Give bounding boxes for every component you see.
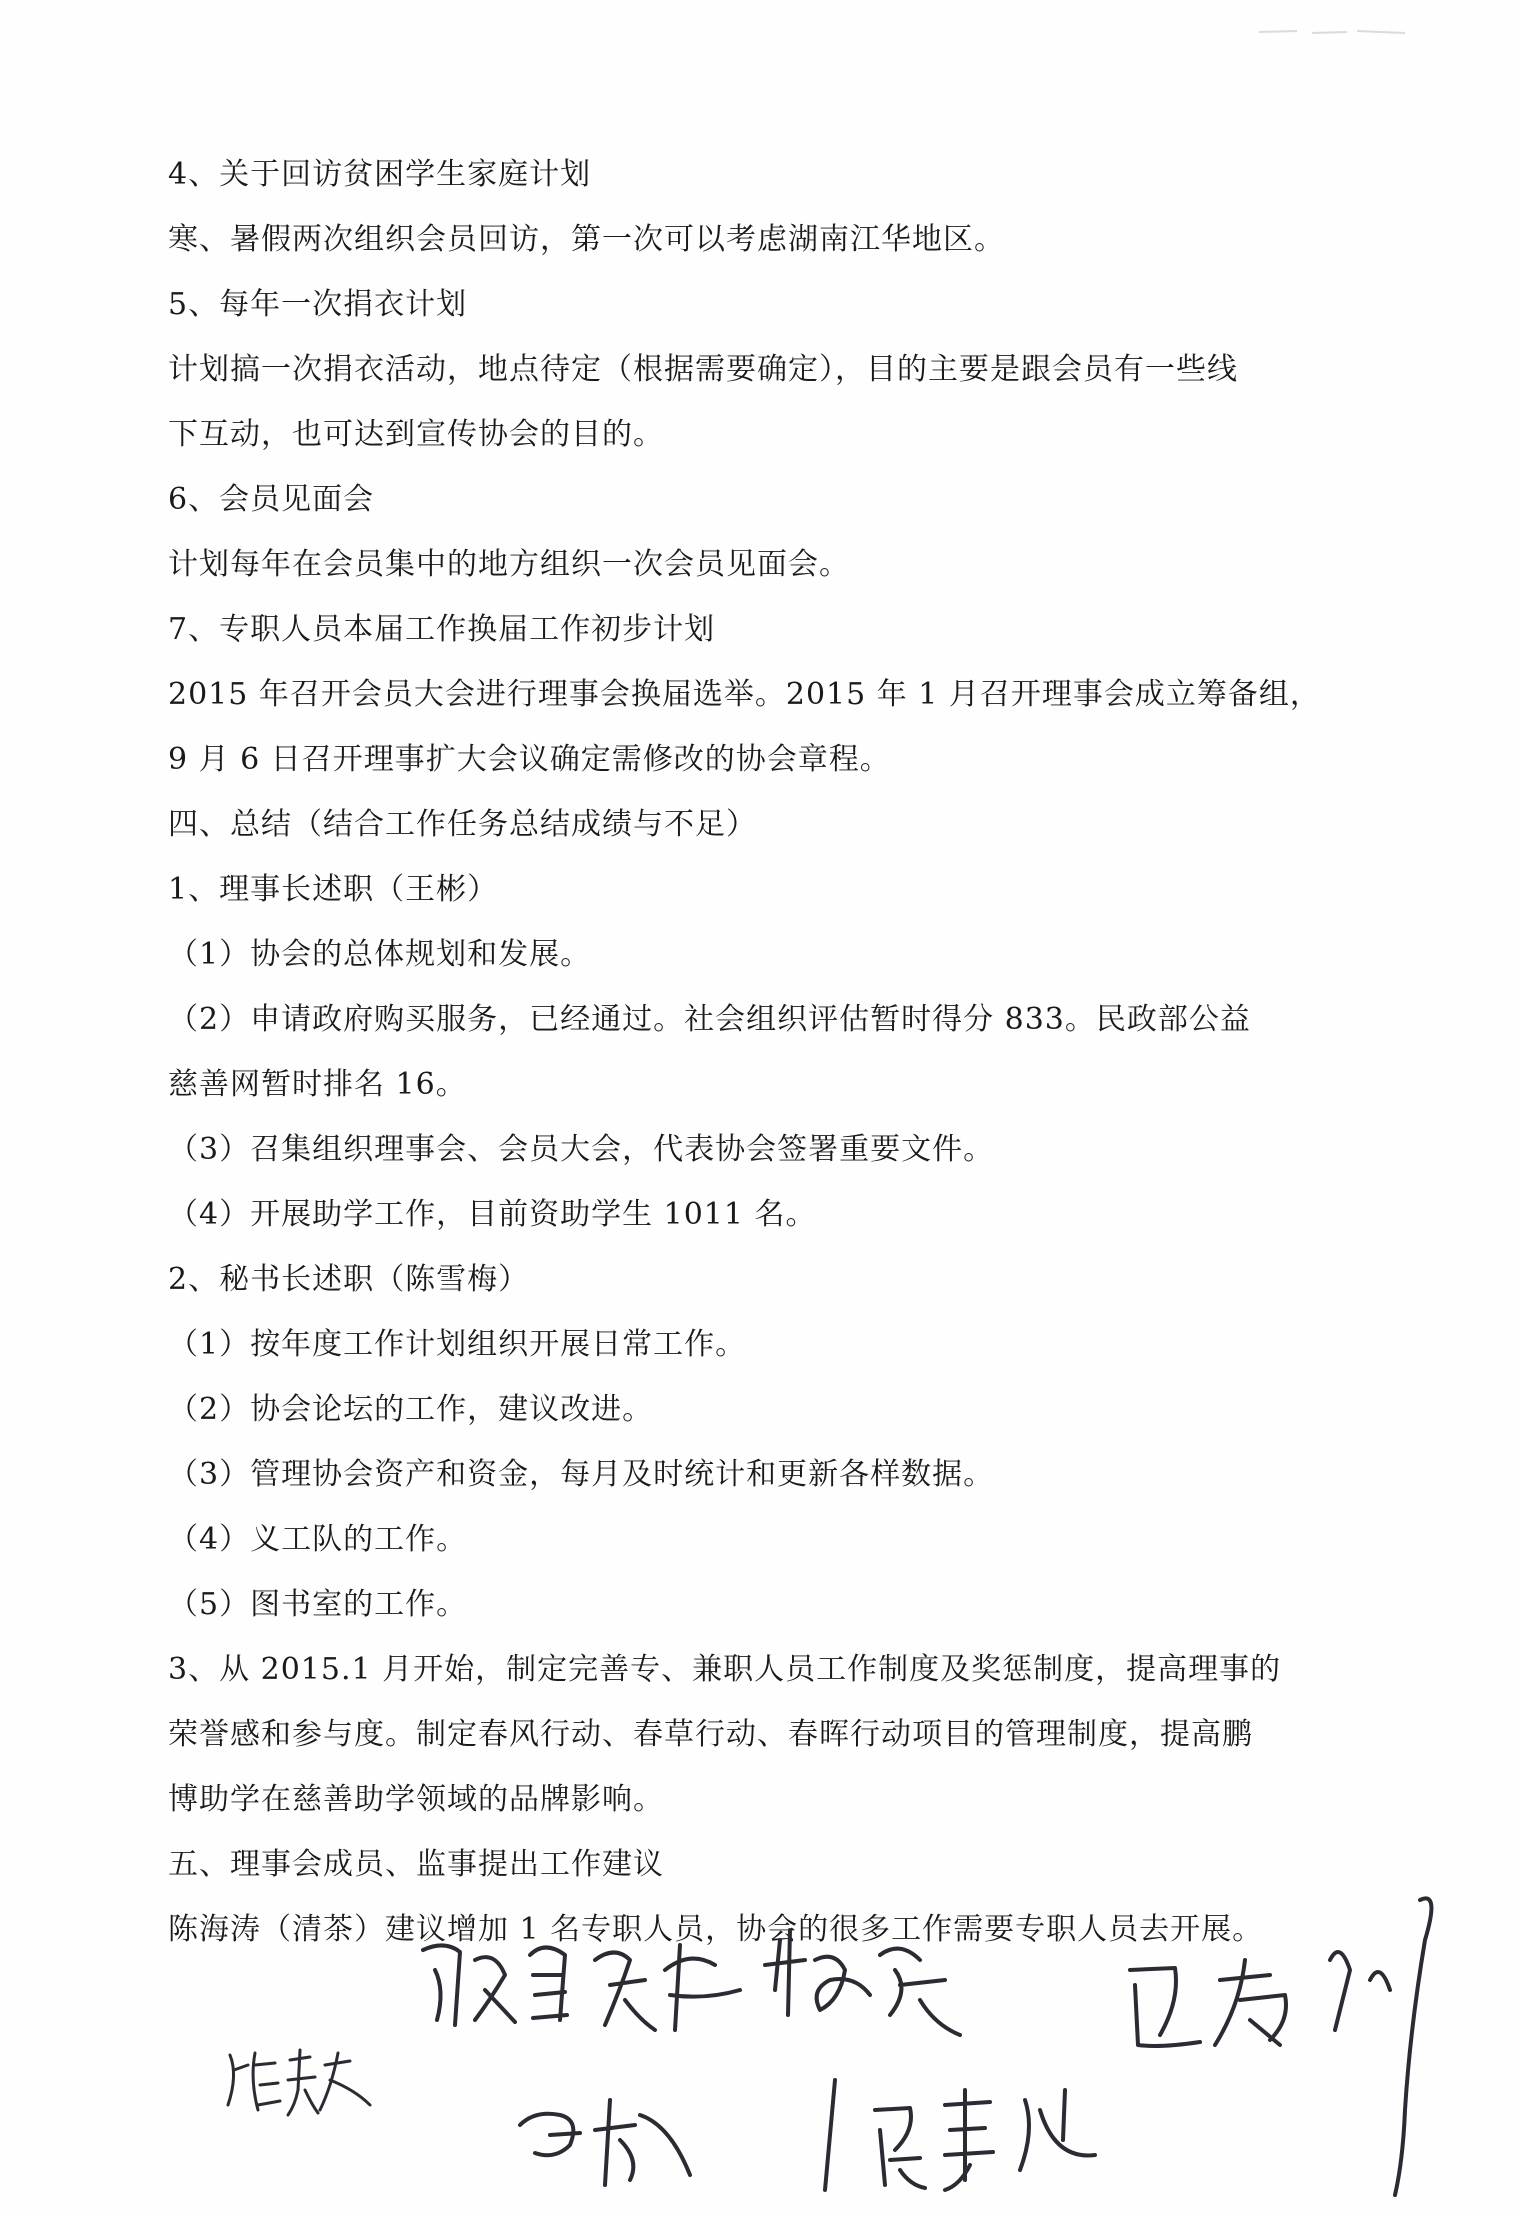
text-line: 陈海涛（清茶）建议增加 1 名专职人员，协会的很多工作需要专职人员去开展。	[168, 1912, 1264, 1947]
text-line: （1）按年度工作计划组织开展日常工作。	[168, 1327, 747, 1362]
handwritten-signature	[1310, 1880, 1450, 2200]
text-line: （4）义工队的工作。	[168, 1522, 468, 1557]
text-line: 计划搞一次捐衣活动，地点待定（根据需要确定），目的主要是跟会员有一些线	[168, 352, 1238, 387]
text-line: （3）管理协会资产和资金，每月及时统计和更新各样数据。	[168, 1457, 995, 1492]
text-line: 7、专职人员本届工作换届工作初步计划	[168, 612, 716, 647]
handwritten-signature	[1120, 1950, 1310, 2060]
text-line: 6、会员见面会	[168, 482, 375, 517]
handwritten-signature	[815, 2070, 1105, 2200]
text-line: 寒、暑假两次组织会员回访，第一次可以考虑湖南江华地区。	[168, 222, 1005, 257]
text-line: （4）开展助学工作，目前资助学生 1011 名。	[168, 1197, 817, 1232]
text-line: 五、理事会成员、监事提出工作建议	[168, 1847, 664, 1882]
text-line: （1）协会的总体规划和发展。	[168, 937, 592, 972]
text-line: 2015 年召开会员大会进行理事会换届选举。2015 年 1 月召开理事会成立筹备组，	[168, 677, 1321, 712]
document-body	[168, 142, 1348, 1962]
text-line: 四、总结（结合工作任务总结成绩与不足）	[168, 807, 757, 842]
text-line: 1、理事长述职（王彬）	[168, 872, 499, 907]
text-line: （5）图书室的工作。	[168, 1587, 468, 1622]
handwritten-signature	[760, 1920, 970, 2060]
text-line: （3）召集组织理事会、会员大会，代表协会签署重要文件。	[168, 1132, 995, 1167]
text-line: 博助学在慈善助学领域的品牌影响。	[168, 1782, 664, 1817]
text-line: （2）协会论坛的工作，建议改进。	[168, 1392, 654, 1427]
handwritten-signature	[220, 2035, 380, 2125]
text-line: 慈善网暂时排名 16。	[168, 1067, 467, 1102]
text-line: 2、秘书长述职（陈雪梅）	[168, 1262, 530, 1297]
signature-area	[160, 1880, 1460, 2210]
text-line: 3、从 2015.1 月开始，制定完善专、兼职人员工作制度及奖惩制度，提高理事的	[168, 1652, 1282, 1687]
scan-speck-mark	[1257, 28, 1407, 36]
text-line: 9 月 6 日召开理事扩大会议确定需修改的协会章程。	[168, 742, 891, 777]
text-line: 荣誉感和参与度。制定春风行动、春草行动、春晖行动项目的管理制度，提高鹏	[168, 1717, 1253, 1752]
text-line: 4、关于回访贫困学生家庭计划	[168, 157, 592, 192]
text-line: 下互动，也可达到宣传协会的目的。	[168, 417, 664, 452]
text-line: 计划每年在会员集中的地方组织一次会员见面会。	[168, 547, 850, 582]
handwritten-signature	[510, 2085, 710, 2195]
handwritten-signature	[415, 1930, 755, 2060]
text-line: （2）申请政府购买服务，已经通过。社会组织评估暂时得分 833。民政部公益	[168, 1002, 1251, 1037]
text-line: 5、每年一次捐衣计划	[168, 287, 468, 322]
